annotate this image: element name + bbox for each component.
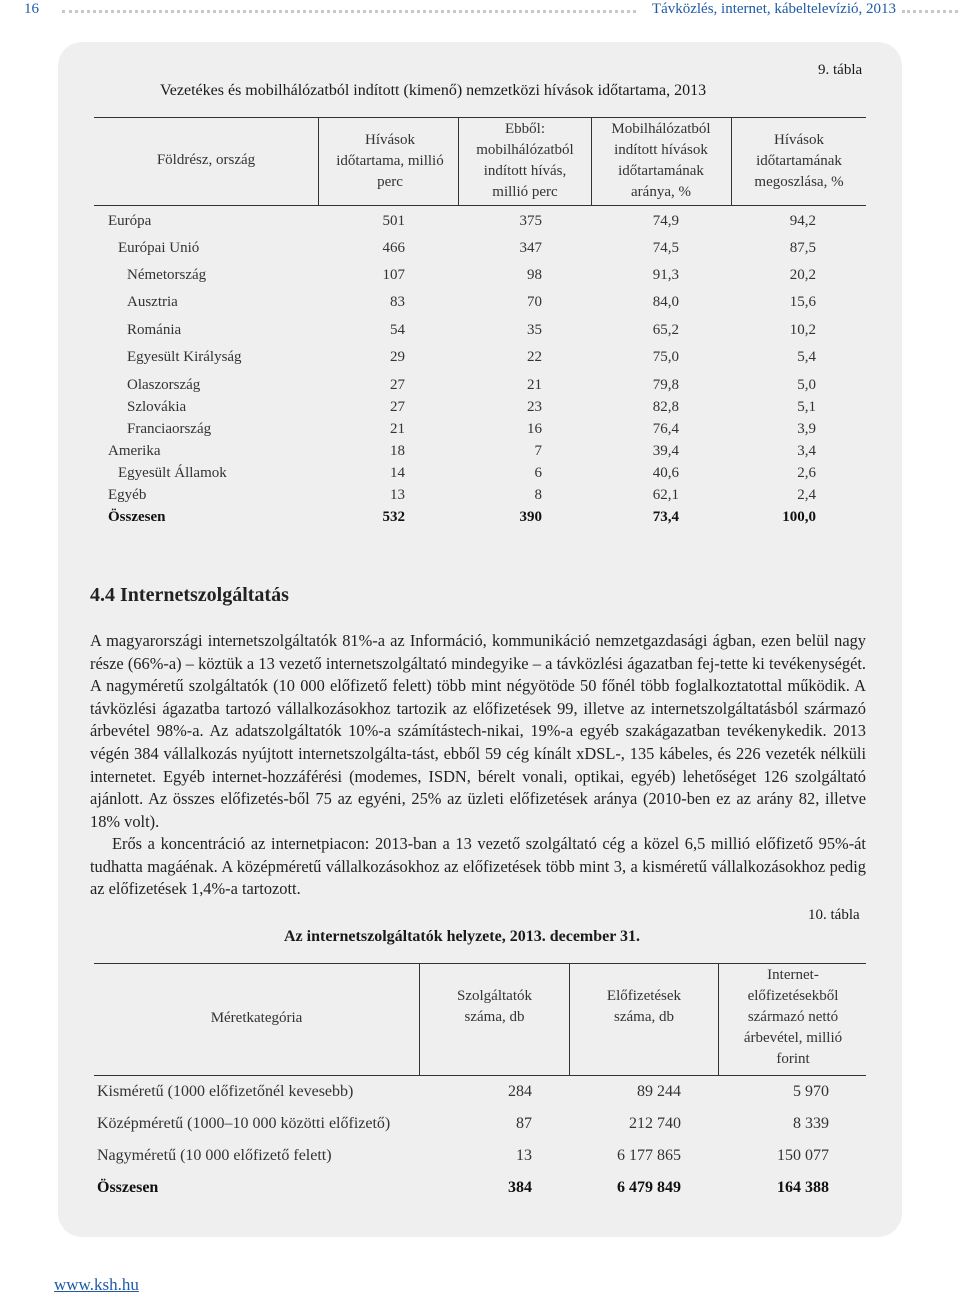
table9-col-header: Hívások időtartama, millió perc — [336, 132, 444, 190]
table9-row-label: Európa — [108, 213, 152, 229]
table9-cell: 375 — [519, 213, 542, 229]
table9-row-label: Szlovákia — [127, 399, 187, 415]
table9-cell: 16 — [527, 421, 542, 437]
table9-cell: 75,0 — [652, 349, 679, 365]
table9-cell: 501 — [382, 213, 405, 229]
table10-col-header: Előfizetések száma, db — [606, 988, 682, 1025]
table10-cell: 87 — [516, 1115, 532, 1132]
table9-cell: 15,6 — [789, 294, 816, 310]
table9-row-label: Franciaország — [127, 421, 212, 437]
table9-cell: 65,2 — [652, 322, 679, 338]
table9-cell: 13 — [390, 487, 405, 503]
table9-cell: 98 — [527, 267, 542, 283]
table9-row-label: Egyéb — [108, 487, 147, 503]
table9-col-divider — [731, 117, 732, 205]
table10-number: 10. tábla — [808, 907, 860, 923]
table9-header-rule — [94, 205, 866, 206]
table9-cell: 5,4 — [797, 349, 816, 365]
table9-row-label: Amerika — [108, 443, 161, 459]
table9-row-label: Ausztria — [127, 294, 178, 310]
table9-cell: 70 — [527, 294, 542, 310]
table9-cell: 3,9 — [797, 421, 816, 437]
section-paragraph: Erős a koncentráció az internetpiacon: 2013-ban a 13 vezető szolgáltató cég a közel 6,5 millió előfizető 95%-át tudhatta magáénak. A középméretű vállalkozásokhoz az előfizetések több mint 3, a kisméretű vállalkozásokhoz pedig az előfizetések 1,4%-a tartozott. — [90, 834, 866, 899]
table9-cell: 35 — [527, 322, 542, 338]
table9-cell: 100,0 — [782, 509, 816, 525]
table10-row-label: Középméretű (1000–10 000 közötti előfizető) — [97, 1115, 391, 1132]
table9-cell: 23 — [527, 399, 542, 415]
table10-cell: 6 177 865 — [617, 1147, 681, 1164]
table9-cell: 74,9 — [652, 213, 679, 229]
table10-row-label: Kisméretű (1000 előfizetőnél kevesebb) — [97, 1083, 354, 1100]
header-dotted-rule-left — [62, 10, 636, 13]
table10-row-label: Összesen — [97, 1179, 159, 1196]
table9-cell: 14 — [390, 465, 405, 481]
table9-cell: 8 — [534, 487, 542, 503]
table9-cell: 87,5 — [789, 240, 816, 256]
running-title: Távközlés, internet, kábeltelevízió, 2013 — [651, 1, 896, 17]
table9-cell: 40,6 — [652, 465, 679, 481]
table9-col-divider — [318, 117, 319, 205]
table10-caption: Az internetszolgáltatók helyzete, 2013. december 31. — [284, 928, 641, 945]
table9-row-label: Egyesült Államok — [118, 465, 227, 481]
table9-cell: 82,8 — [652, 399, 679, 415]
table9-caption: Vezetékes és mobilhálózatból indított (kimenő) nemzetközi hívások időtartama, 2013 — [160, 82, 707, 99]
table9-cell: 27 — [390, 399, 405, 415]
table9-cell: 466 — [382, 240, 405, 256]
table10-cell: 384 — [508, 1179, 532, 1196]
table9-cell: 21 — [527, 377, 542, 393]
table9-number: 9. tábla — [818, 62, 863, 78]
page-number: 16 — [24, 1, 39, 17]
table9-cell: 5,1 — [797, 399, 816, 415]
table10-col-header: Szolgáltatók száma, db — [457, 988, 532, 1025]
table10-header-rule — [94, 1075, 866, 1076]
table9-cell: 10,2 — [789, 322, 816, 338]
table9-cell: 83 — [390, 294, 405, 310]
table9-cell: 347 — [519, 240, 542, 256]
table9-cell: 54 — [390, 322, 405, 338]
table9-row-label: Olaszország — [127, 377, 201, 393]
table10-top-rule — [94, 963, 866, 964]
table9-cell: 84,0 — [652, 294, 679, 310]
table10-cell: 5 970 — [793, 1083, 829, 1100]
table9-cell: 6 — [534, 465, 542, 481]
table9-cell: 20,2 — [789, 267, 816, 283]
table10-col-header: Méretkategória — [210, 1010, 303, 1026]
page-header — [0, 0, 960, 22]
table9-top-rule — [94, 117, 866, 118]
table9-cell: 107 — [382, 267, 405, 283]
footer-link[interactable]: www.ksh.hu — [54, 1275, 139, 1294]
table10-col-divider — [718, 963, 719, 1075]
table9-cell: 2,6 — [797, 465, 816, 481]
header-dotted-rule-right — [902, 10, 958, 13]
table9-cell: 39,4 — [652, 443, 679, 459]
table9-col-header: Mobilhálózatból indított hívások időtartamának aránya, % — [611, 121, 711, 200]
table10-cell: 284 — [508, 1083, 532, 1100]
table9-cell: 73,4 — [652, 509, 679, 525]
table10-col-divider — [569, 963, 570, 1075]
table9-col-header: Hívások időtartamának megoszlása, % — [754, 132, 844, 190]
table9-cell: 7 — [534, 443, 542, 459]
table10-cell: 13 — [516, 1147, 532, 1164]
table9-row-label: Németország — [127, 267, 207, 283]
table9-cell: 91,3 — [652, 267, 679, 283]
table10-cell: 164 388 — [777, 1179, 829, 1196]
table9-cell: 532 — [382, 509, 405, 525]
table9-cell: 74,5 — [652, 240, 679, 256]
table10-cell: 6 479 849 — [617, 1179, 681, 1196]
table9-col-header: Földrész, ország — [156, 152, 256, 168]
table10-cell: 8 339 — [793, 1115, 829, 1132]
table9-cell: 22 — [527, 349, 542, 365]
table9-cell: 62,1 — [652, 487, 679, 503]
table9-cell: 79,8 — [652, 377, 679, 393]
table10-col-divider — [419, 963, 420, 1075]
table10-row-label: Nagyméretű (10 000 előfizető felett) — [97, 1147, 332, 1164]
table10-cell: 212 740 — [629, 1115, 681, 1132]
table9-cell: 2,4 — [797, 487, 816, 503]
table9-row-label: Egyesült Királyság — [127, 349, 242, 365]
table9-cell: 5,0 — [797, 377, 816, 393]
table9-row-label: Románia — [127, 322, 182, 338]
table9-cell: 18 — [390, 443, 405, 459]
table9-col-divider — [458, 117, 459, 205]
table9-cell: 94,2 — [789, 213, 816, 229]
section-paragraph: A magyarországi internetszolgáltatók 81%-a az Információ, kommunikáció nemzetgazdasági ágban, ezen belül nagy része (66%-a) – köztük a 13 vezető internetszolgáltató mindegyike – a távközlési ágazatban fej-tette ki tevékenységét. A nagyméretű szolgáltatók (10 000 előfizető felett) több mint négyötöde 50 főnél több foglalkoztatottal működik. A távközlési ágazatba tartozó vállalkozásokhoz tartozik az előfizetések 99, illetve az internetszolgáltatásból származó árbevétel 98%-a. Az adatszolgáltatók 10%-a számítástech-nikai, 19%-a egyéb szakágazatban tevékenykedik. 2013 végén 384 vállalkozás nyújtott internetszolgálta-tást, ebből 59 cég kínált xDSL-, 135 kábeles, és 226 vezeték nélküli internetet. Egyéb internet-hozzáférési (modemes, ISDN, bérelt vonali, optikai, egyéb) lehetőséget 126 szolgáltató ajánlott. Az összes előfizetés-ből 75 az egyéni, 25% az üzleti előfizetések aránya (2010-ben ez az arány 82, illetve 18% volt). — [90, 631, 866, 831]
table9-cell: 21 — [390, 421, 405, 437]
table9-col-divider — [591, 117, 592, 205]
section-title: 4.4 Internetszolgáltatás — [90, 584, 289, 606]
table9-row-label: Összesen — [108, 509, 166, 525]
table10-cell: 89 244 — [637, 1083, 681, 1100]
table9-cell: 3,4 — [797, 443, 816, 459]
table9-row-label: Európai Unió — [118, 240, 200, 256]
table9-cell: 29 — [390, 349, 405, 365]
table9-cell: 390 — [519, 509, 542, 525]
table10-cell: 150 077 — [777, 1147, 829, 1164]
table10-col-header: Internet-előfizetésekből származó nettó árbevétel, millió forint — [743, 967, 843, 1067]
table9-cell: 76,4 — [652, 421, 679, 437]
table9-col-header: Ebből: mobilhálózatból indított hívás, millió perc — [476, 121, 574, 200]
table9-cell: 27 — [390, 377, 405, 393]
